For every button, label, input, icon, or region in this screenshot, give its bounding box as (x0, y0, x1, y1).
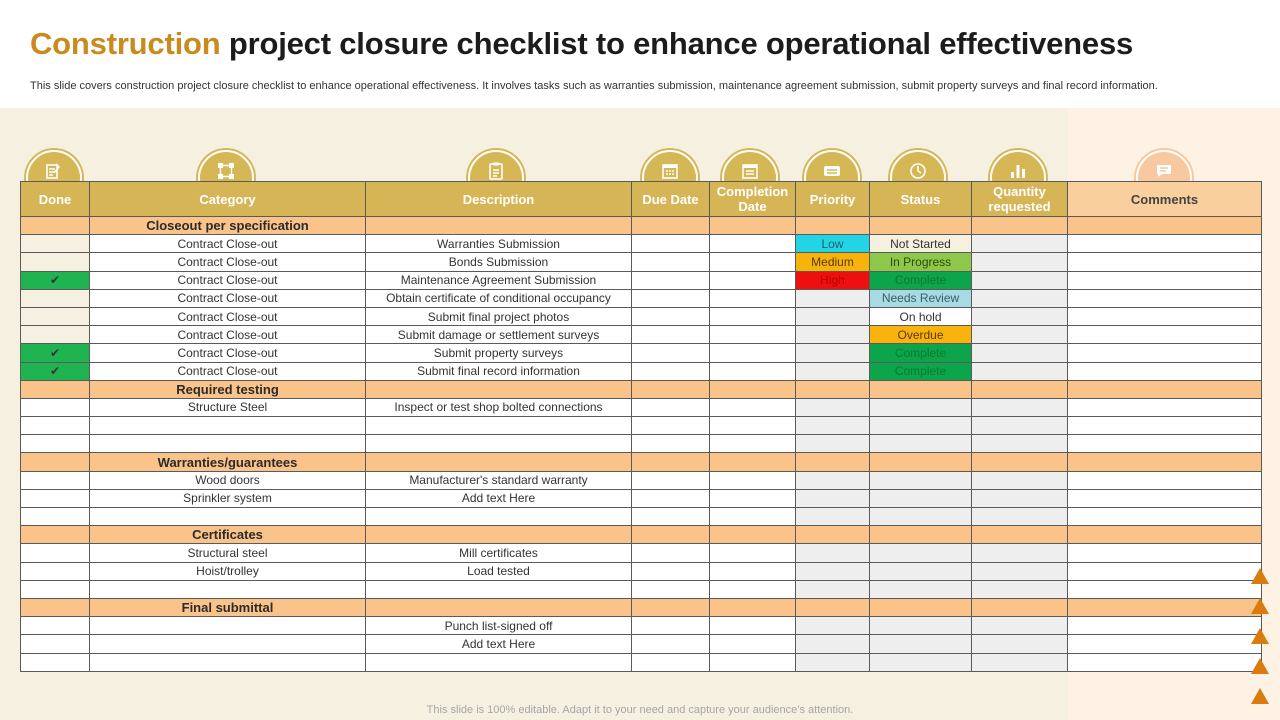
done-cell (21, 253, 90, 271)
category-cell: Contract Close-out (90, 362, 366, 380)
completion-date-cell (710, 362, 796, 380)
header-due-date: Due Date (632, 182, 710, 217)
done-cell (21, 617, 90, 635)
section-empty-cell (972, 526, 1068, 544)
description-cell (366, 417, 632, 435)
category-cell (90, 508, 366, 526)
section-empty-cell (870, 526, 972, 544)
due-date-cell (632, 471, 710, 489)
description-cell (366, 580, 632, 598)
due-date-cell (632, 253, 710, 271)
status-cell: Complete (870, 271, 972, 289)
quantity-cell (972, 417, 1068, 435)
priority-cell (796, 580, 870, 598)
table-row (21, 271, 1262, 289)
quantity-cell (972, 253, 1068, 271)
description-cell (366, 435, 632, 453)
done-cell (21, 235, 90, 253)
status-cell: On hold (870, 307, 972, 325)
quantity-cell (972, 326, 1068, 344)
section-label: Required testing (90, 380, 366, 398)
completion-date-cell (710, 235, 796, 253)
comments-cell (1068, 307, 1262, 325)
header-description: Description (366, 182, 632, 217)
completion-date-cell (710, 580, 796, 598)
due-date-cell (632, 326, 710, 344)
status-cell (870, 489, 972, 507)
section-empty-cell (632, 453, 710, 471)
done-cell (21, 471, 90, 489)
due-date-cell (632, 344, 710, 362)
table-row (21, 653, 1262, 671)
quantity-cell (972, 307, 1068, 325)
status-cell (870, 544, 972, 562)
category-cell: Structure Steel (90, 398, 366, 416)
quantity-cell (972, 653, 1068, 671)
status-cell: Complete (870, 362, 972, 380)
due-date-cell (632, 271, 710, 289)
section-empty-cell (710, 453, 796, 471)
completion-date-cell (710, 417, 796, 435)
section-empty-cell (972, 380, 1068, 398)
status-cell (870, 653, 972, 671)
completion-date-cell (710, 289, 796, 307)
comments-cell (1068, 489, 1262, 507)
section-done-cell (21, 598, 90, 616)
footer-note: This slide is 100% editable. Adapt it to your need and capture your audience’s attention. (426, 704, 854, 716)
header-done: Done (21, 182, 90, 217)
section-empty-cell (366, 598, 632, 616)
due-date-cell (632, 653, 710, 671)
due-date-cell (632, 635, 710, 653)
done-cell (21, 635, 90, 653)
due-date-cell (632, 235, 710, 253)
done-cell (21, 580, 90, 598)
category-cell: Contract Close-out (90, 271, 366, 289)
section-row (21, 453, 1262, 471)
priority-cell (796, 471, 870, 489)
category-cell (90, 617, 366, 635)
header-category: Category (90, 182, 366, 217)
completion-date-cell (710, 562, 796, 580)
description-cell: Submit final record information (366, 362, 632, 380)
priority-cell: Low (796, 235, 870, 253)
priority-cell: High (796, 271, 870, 289)
section-empty-cell (366, 380, 632, 398)
section-empty-cell (710, 380, 796, 398)
done-cell (21, 544, 90, 562)
comments-cell (1068, 435, 1262, 453)
table-row (21, 435, 1262, 453)
header-status: Status (870, 182, 972, 217)
table-row (21, 562, 1262, 580)
section-empty-cell (1068, 453, 1262, 471)
status-cell: In Progress (870, 253, 972, 271)
section-empty-cell (870, 217, 972, 235)
completion-date-cell (710, 635, 796, 653)
status-cell (870, 471, 972, 489)
category-cell (90, 635, 366, 653)
due-date-cell (632, 580, 710, 598)
status-cell (870, 417, 972, 435)
comments-cell (1068, 580, 1262, 598)
quantity-cell (972, 544, 1068, 562)
section-empty-cell (870, 598, 972, 616)
category-cell (90, 435, 366, 453)
description-cell: Manufacturer's standard warranty (366, 471, 632, 489)
section-empty-cell (632, 217, 710, 235)
section-done-cell (21, 217, 90, 235)
description-cell (366, 653, 632, 671)
table-row (21, 544, 1262, 562)
section-empty-cell (972, 453, 1068, 471)
section-empty-cell (796, 217, 870, 235)
due-date-cell (632, 398, 710, 416)
section-empty-cell (796, 598, 870, 616)
table-row (21, 580, 1262, 598)
header-completion-date: Completion Date (710, 182, 796, 217)
comments-cell (1068, 544, 1262, 562)
priority-cell (796, 417, 870, 435)
description-cell: Inspect or test shop bolted connections (366, 398, 632, 416)
completion-date-cell (710, 253, 796, 271)
status-cell (870, 580, 972, 598)
quantity-cell (972, 617, 1068, 635)
comments-cell (1068, 362, 1262, 380)
priority-cell (796, 508, 870, 526)
quantity-cell (972, 398, 1068, 416)
section-empty-cell (1068, 598, 1262, 616)
status-cell: Needs Review (870, 289, 972, 307)
comments-cell (1068, 398, 1262, 416)
done-cell (21, 435, 90, 453)
due-date-cell (632, 489, 710, 507)
comments-cell (1068, 289, 1262, 307)
section-empty-cell (870, 453, 972, 471)
category-cell: Structural steel (90, 544, 366, 562)
completion-date-cell (710, 344, 796, 362)
category-cell: Contract Close-out (90, 307, 366, 325)
completion-date-cell (710, 544, 796, 562)
section-done-cell (21, 526, 90, 544)
header-priority: Priority (796, 182, 870, 217)
description-cell (366, 508, 632, 526)
category-cell: Contract Close-out (90, 235, 366, 253)
quantity-cell (972, 435, 1068, 453)
section-empty-cell (1068, 380, 1262, 398)
priority-cell (796, 653, 870, 671)
completion-date-cell (710, 617, 796, 635)
category-cell: Wood doors (90, 471, 366, 489)
done-cell (21, 508, 90, 526)
section-row (21, 380, 1262, 398)
quantity-cell (972, 362, 1068, 380)
category-cell (90, 417, 366, 435)
completion-date-cell (710, 271, 796, 289)
section-empty-cell (366, 217, 632, 235)
priority-cell (796, 635, 870, 653)
section-empty-cell (366, 453, 632, 471)
due-date-cell (632, 435, 710, 453)
table-row (21, 471, 1262, 489)
done-cell: ✔ (21, 362, 90, 380)
priority-cell (796, 344, 870, 362)
comments-cell (1068, 344, 1262, 362)
done-cell: ✔ (21, 344, 90, 362)
section-empty-cell (632, 598, 710, 616)
description-cell: Submit final project photos (366, 307, 632, 325)
done-cell: ✔ (21, 271, 90, 289)
done-cell (21, 307, 90, 325)
section-empty-cell (972, 217, 1068, 235)
done-cell (21, 326, 90, 344)
title-accent: Construction (30, 26, 221, 61)
table-row (21, 307, 1262, 325)
section-empty-cell (632, 526, 710, 544)
priority-cell (796, 562, 870, 580)
done-cell (21, 289, 90, 307)
section-row (21, 598, 1262, 616)
category-cell: Hoist/trolley (90, 562, 366, 580)
status-cell: Overdue (870, 326, 972, 344)
quantity-cell (972, 471, 1068, 489)
priority-cell (796, 544, 870, 562)
section-empty-cell (1068, 217, 1262, 235)
section-empty-cell (366, 526, 632, 544)
table-row (21, 235, 1262, 253)
priority-cell (796, 398, 870, 416)
category-cell (90, 580, 366, 598)
done-cell (21, 653, 90, 671)
done-cell (21, 417, 90, 435)
done-cell (21, 562, 90, 580)
section-label: Final submittal (90, 598, 366, 616)
table-row (21, 508, 1262, 526)
quantity-cell (972, 344, 1068, 362)
section-row (21, 526, 1262, 544)
section-label: Warranties/guarantees (90, 453, 366, 471)
page-title (30, 26, 1133, 62)
due-date-cell (632, 289, 710, 307)
section-empty-cell (796, 453, 870, 471)
completion-date-cell (710, 653, 796, 671)
priority-cell (796, 326, 870, 344)
completion-date-cell (710, 508, 796, 526)
priority-cell (796, 289, 870, 307)
quantity-cell (972, 235, 1068, 253)
category-cell (90, 653, 366, 671)
priority-cell (796, 617, 870, 635)
comments-cell (1068, 326, 1262, 344)
quantity-cell (972, 508, 1068, 526)
description-cell: Mill certificates (366, 544, 632, 562)
table-row (21, 326, 1262, 344)
comments-cell (1068, 617, 1262, 635)
due-date-cell (632, 562, 710, 580)
due-date-cell (632, 508, 710, 526)
section-done-cell (21, 380, 90, 398)
priority-cell (796, 435, 870, 453)
completion-date-cell (710, 435, 796, 453)
priority-cell (796, 489, 870, 507)
section-empty-cell (972, 598, 1068, 616)
status-cell (870, 635, 972, 653)
quantity-cell (972, 489, 1068, 507)
page-subtitle: This slide covers construction project closure checklist to enhance operational effectiveness. It involves tasks such as warranties submission, maintenance agreement submission, submit property surveys and final record information. (30, 80, 1158, 92)
description-cell: Obtain certificate of conditional occupancy (366, 289, 632, 307)
table-row (21, 489, 1262, 507)
description-cell: Submit property surveys (366, 344, 632, 362)
status-cell (870, 508, 972, 526)
due-date-cell (632, 617, 710, 635)
header-comments: Comments (1068, 182, 1262, 217)
table-header-row (21, 182, 1262, 217)
header-quantity-requested: Quantity requested (972, 182, 1068, 217)
comments-cell (1068, 653, 1262, 671)
description-cell: Add text Here (366, 489, 632, 507)
comments-cell (1068, 417, 1262, 435)
comments-cell (1068, 562, 1262, 580)
table-row (21, 398, 1262, 416)
category-cell: Contract Close-out (90, 344, 366, 362)
completion-date-cell (710, 307, 796, 325)
table-row (21, 253, 1262, 271)
priority-cell (796, 307, 870, 325)
done-cell (21, 489, 90, 507)
due-date-cell (632, 362, 710, 380)
section-empty-cell (796, 380, 870, 398)
description-cell: Submit damage or settlement surveys (366, 326, 632, 344)
status-cell: Not Started (870, 235, 972, 253)
comments-cell (1068, 235, 1262, 253)
status-cell: Complete (870, 344, 972, 362)
due-date-cell (632, 417, 710, 435)
description-cell: Warranties Submission (366, 235, 632, 253)
comments-cell (1068, 471, 1262, 489)
category-cell: Contract Close-out (90, 326, 366, 344)
section-row (21, 217, 1262, 235)
due-date-cell (632, 544, 710, 562)
status-cell (870, 398, 972, 416)
description-cell: Load tested (366, 562, 632, 580)
priority-cell (796, 362, 870, 380)
section-empty-cell (1068, 526, 1262, 544)
section-empty-cell (632, 380, 710, 398)
table-row (21, 344, 1262, 362)
status-cell (870, 435, 972, 453)
description-cell: Bonds Submission (366, 253, 632, 271)
closure-checklist-table (20, 181, 1262, 672)
description-cell: Maintenance Agreement Submission (366, 271, 632, 289)
status-cell (870, 617, 972, 635)
priority-cell: Medium (796, 253, 870, 271)
section-label: Closeout per specification (90, 217, 366, 235)
title-rest: project closure checklist to enhance operational effectiveness (220, 26, 1134, 61)
quantity-cell (972, 562, 1068, 580)
completion-date-cell (710, 398, 796, 416)
table-row (21, 362, 1262, 380)
section-done-cell (21, 453, 90, 471)
comments-cell (1068, 635, 1262, 653)
section-empty-cell (870, 380, 972, 398)
done-cell (21, 398, 90, 416)
description-cell: Add text Here (366, 635, 632, 653)
table-row (21, 417, 1262, 435)
completion-date-cell (710, 471, 796, 489)
quantity-cell (972, 271, 1068, 289)
category-cell: Contract Close-out (90, 253, 366, 271)
description-cell: Punch list-signed off (366, 617, 632, 635)
section-empty-cell (710, 598, 796, 616)
table-row (21, 635, 1262, 653)
category-cell: Contract Close-out (90, 289, 366, 307)
section-label: Certificates (90, 526, 366, 544)
completion-date-cell (710, 326, 796, 344)
table-body (21, 217, 1262, 672)
quantity-cell (972, 580, 1068, 598)
completion-date-cell (710, 489, 796, 507)
comments-cell (1068, 253, 1262, 271)
comments-cell (1068, 271, 1262, 289)
table-row (21, 289, 1262, 307)
quantity-cell (972, 635, 1068, 653)
quantity-cell (972, 289, 1068, 307)
due-date-cell (632, 307, 710, 325)
table-row (21, 617, 1262, 635)
comments-cell (1068, 508, 1262, 526)
section-empty-cell (710, 526, 796, 544)
header-icons-row (20, 148, 1261, 182)
section-empty-cell (796, 526, 870, 544)
section-empty-cell (710, 217, 796, 235)
decorative-triangles (1248, 566, 1272, 706)
status-cell (870, 562, 972, 580)
category-cell: Sprinkler system (90, 489, 366, 507)
